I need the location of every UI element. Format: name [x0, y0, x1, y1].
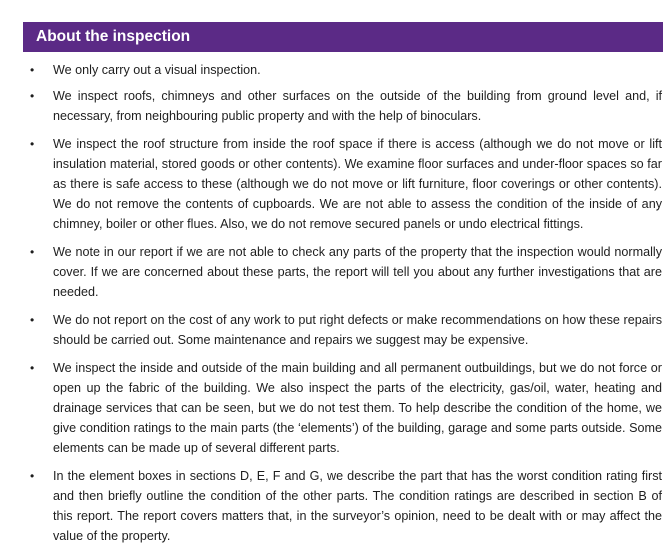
bullet-icon: • — [30, 469, 35, 483]
list-item-text: We inspect the roof structure from inside the roof space if there is access (although we do not move or lift insulation material, stored goods or other contents). We examine floor surfaces and under-floor spaces so far as there is safe access to these (although we do not move or lift furniture, floor coverings or other contents). We do not remove the contents of cupboards. We are not able to assess the condition of the inside of any chimney, boiler or other flues. Also, we do not remove secured panels or undo electrical fittings. — [53, 137, 662, 231]
list-item-text: We note in our report if we are not able to check any parts of the property that the inspection would normally cover. If we are concerned about these parts, the report will tell you about any further investigations that are needed. — [53, 245, 662, 299]
bullet-icon: • — [30, 313, 35, 327]
bullet-icon: • — [30, 245, 35, 259]
bullet-icon: • — [30, 63, 35, 77]
inspection-bullet-list — [0, 60, 672, 546]
section-title: About the inspection — [36, 28, 191, 45]
bullet-icon: • — [30, 89, 35, 103]
list-item — [0, 60, 672, 80]
list-item-text: We do not report on the cost of any work to put right defects or make recommendations on how these repairs should be carried out. Some maintenance and repairs we suggest may be expensive. — [53, 313, 662, 347]
list-item — [0, 466, 672, 546]
bullet-icon: • — [30, 361, 35, 375]
list-item-text: We inspect the inside and outside of the main building and all permanent outbuildings, but we do not force or open up the fabric of the building. We also inspect the parts of the electricity, gas/oil, water, heating and drainage services that can be seen, but we do not test them. To help describe the condition of the home, we give condition ratings to the main parts (the ‘elements’) of the building, garage and some parts outside. Some elements can be made up of several different parts. — [53, 361, 662, 455]
section-header — [23, 22, 663, 52]
list-item — [0, 134, 672, 234]
list-item-text: We inspect roofs, chimneys and other surfaces on the outside of the building from ground level and, if necessary, from neighbouring public property and with the help of binoculars. — [53, 89, 662, 123]
list-item — [0, 310, 672, 350]
bullet-icon: • — [30, 137, 35, 151]
list-item-text: We only carry out a visual inspection. — [53, 63, 261, 77]
list-item — [0, 86, 672, 126]
list-item — [0, 242, 672, 302]
list-item — [0, 358, 672, 458]
list-item-text: In the element boxes in sections D, E, F and G, we describe the part that has the worst condition rating first and then briefly outline the condition of the other parts. The condition ratings are described in section B of this report. The report covers matters that, in the surveyor’s opinion, need to be dealt with or may affect the value of the property. — [53, 469, 662, 543]
